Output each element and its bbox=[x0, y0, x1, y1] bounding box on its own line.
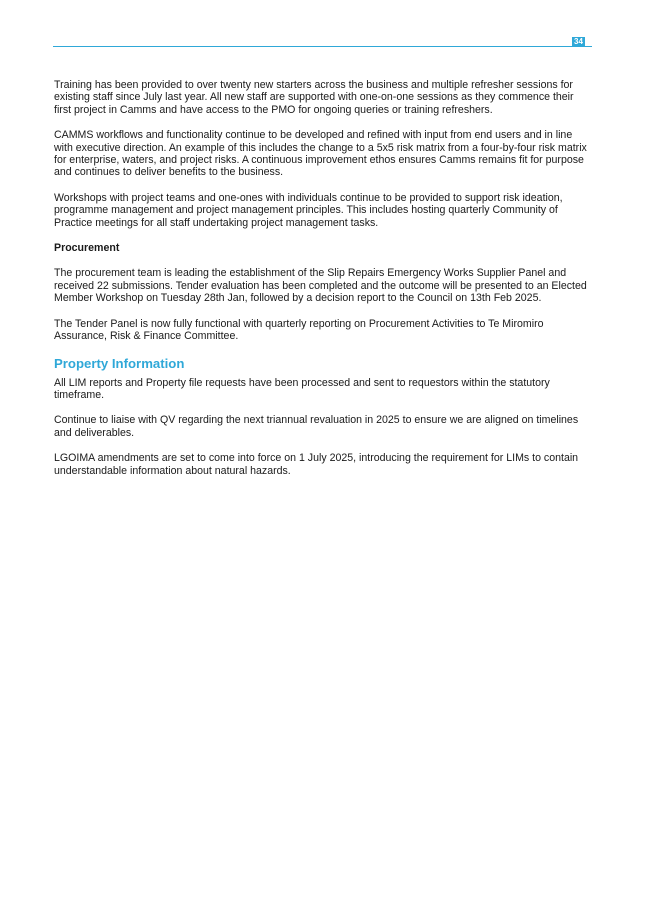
document-body bbox=[54, 79, 592, 490]
paragraph-workshops: Workshops with project teams and one-ones with individuals continue to be provided to support risk ideation, programme management and project management principles. This includes hosting quarterly Community of Practice meetings for all staff undertaking project management tasks. bbox=[54, 191, 563, 229]
page-number: 34 bbox=[574, 37, 583, 46]
paragraph-procurement-panel: The procurement team is leading the establishment of the Slip Repairs Emergency Works Supplier Panel and received 22 submissions. Tender evaluation has been completed and the outcome will be presented to an Elected Member Workshop on Tuesday 28th Jan, followed by a decision report to the Council on 13th Feb 2025. bbox=[54, 267, 587, 305]
paragraph-qv-revaluation: Continue to liaise with QV regarding the next triannual revaluation in 2025 to ensure we are aligned on timelines and deliverables. bbox=[54, 414, 579, 439]
header-rule bbox=[53, 46, 592, 47]
paragraph-lim-reports: All LIM reports and Property file requests have been processed and sent to requestors within the statutory timeframe. bbox=[54, 376, 550, 401]
paragraph-tender-panel: The Tender Panel is now fully functional with quarterly reporting on Procurement Activities to Te Miromiro Assurance, Risk & Finance Committee. bbox=[54, 317, 544, 343]
procurement-heading: Procurement bbox=[54, 242, 120, 255]
paragraph-training: Training has been provided to over twenty new starters across the business and multiple refresher sessions for existing staff since July last year. All new staff are supported with one-on-one sessions as they commence their first project in Camms and have access to the PMO for ongoing queries or training refreshers. bbox=[54, 79, 574, 116]
paragraph-camms-workflows: CAMMS workflows and functionality continue to be developed and refined with input from end users and in line with executive direction. An example of this includes the change to a 5x5 risk matrix from a four-by-four risk matrix for enterprise, waters, and project risks. A continuous improvement ethos ensures Camms remains fit for purpose and continues to deliver benefits to the business. bbox=[54, 129, 587, 179]
paragraph-lgoima: LGOIMA amendments are set to come into force on 1 July 2025, introducing the requirement for LIMs to contain understandable information about natural hazards. bbox=[54, 452, 579, 477]
property-information-heading: Property Information bbox=[54, 355, 185, 371]
